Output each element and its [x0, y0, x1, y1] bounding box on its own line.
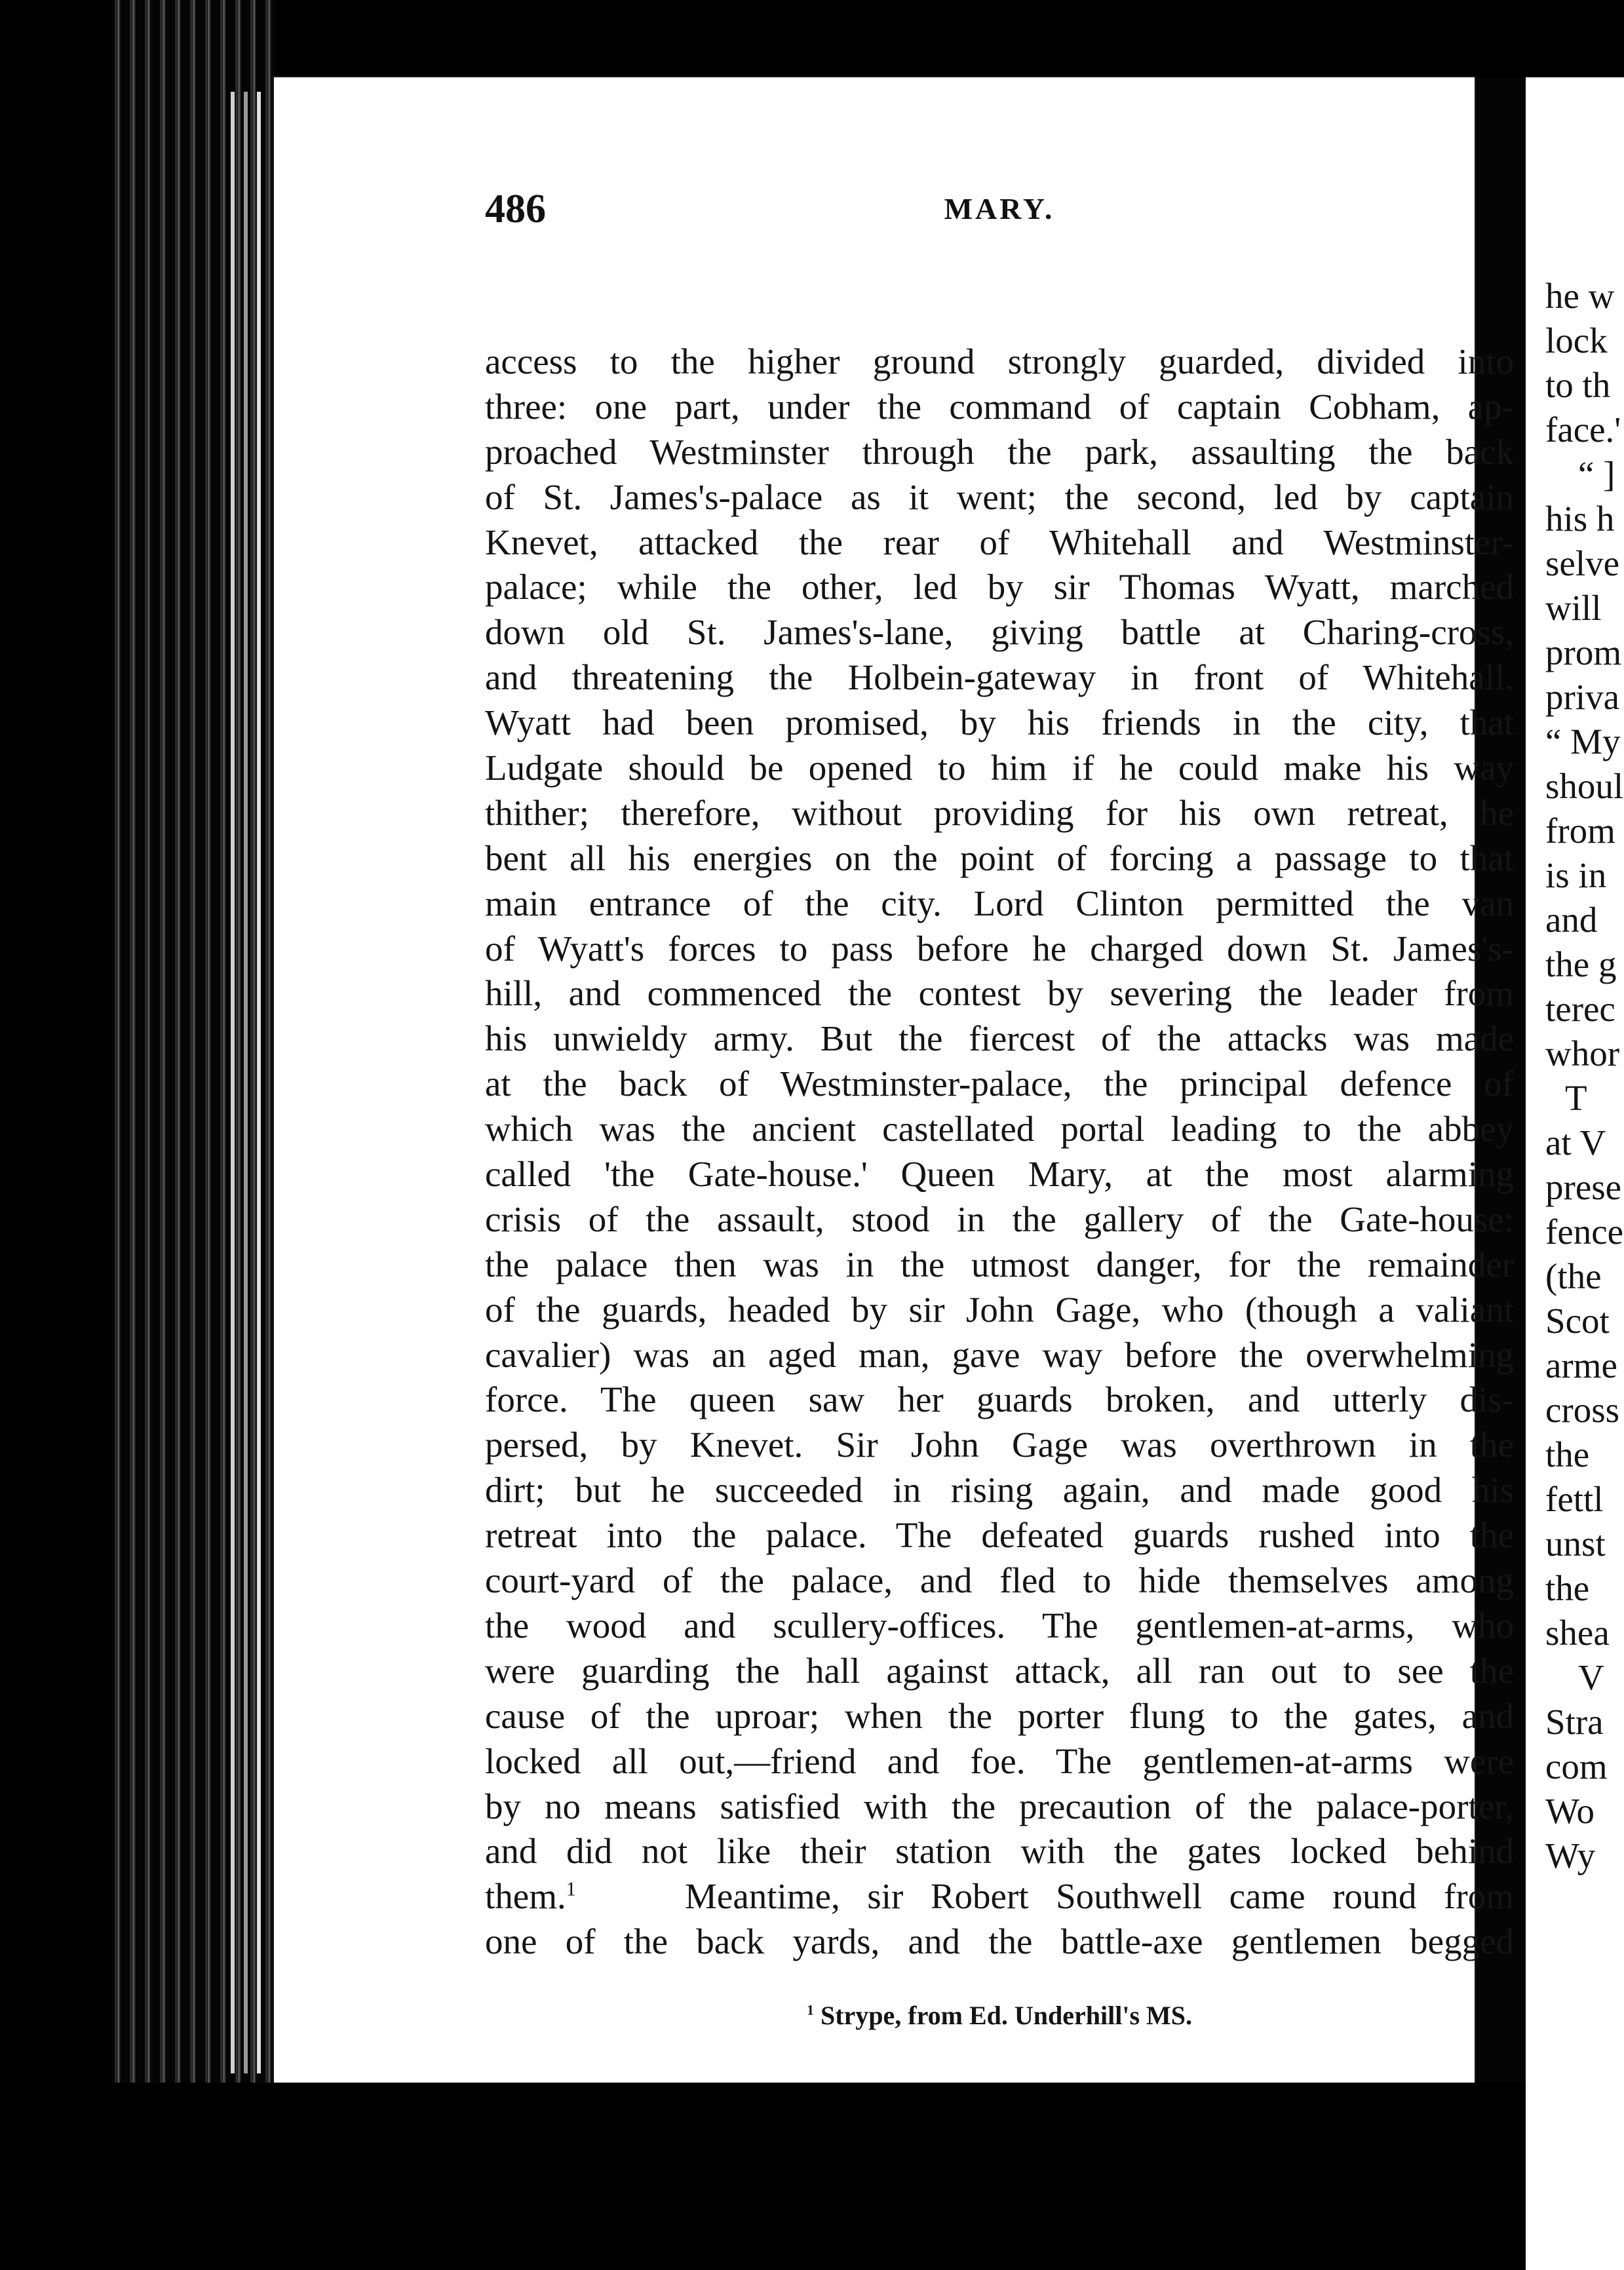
- footnote-text: Strype, from Ed. Underhill's MS.: [820, 2001, 1193, 2030]
- facing-text-fragment: whor: [1545, 1033, 1620, 1073]
- footnote: [485, 2000, 1514, 2031]
- body-text: [485, 339, 1514, 1965]
- scan-background-bottom: [0, 2083, 1526, 2270]
- text-line: bent all his energies on the point of forcing a passage to that: [485, 837, 1514, 878]
- facing-text-fragment: “ ]: [1578, 454, 1615, 494]
- facing-text-fragment: arme: [1545, 1345, 1617, 1385]
- book-page: [274, 77, 1515, 2083]
- page-edge-strip: [231, 92, 235, 2073]
- text-line: retreat into the palace. The defeated guards rushed into the: [485, 1515, 1514, 1556]
- facing-text-fragment: lock: [1545, 320, 1608, 360]
- facing-text-fragment: T: [1565, 1078, 1587, 1118]
- text-line: down old St. James's-lane, giving battle at Charing-cross,: [485, 612, 1514, 653]
- text-line: and threatening the Holbein-gateway in front of Whitehall.: [485, 657, 1514, 698]
- facing-text-fragment: from: [1545, 811, 1615, 851]
- text-line: and did not like their station with the gates locked behind: [485, 1831, 1514, 1872]
- text-line-start: them.: [485, 1876, 566, 1917]
- text-line: of St. James's-palace as it went; the second, led by captain: [485, 476, 1514, 517]
- text-line: main entrance of the city. Lord Clinton permitted the van: [485, 883, 1514, 923]
- running-head: [485, 186, 1514, 232]
- facing-text-fragment: “ My: [1545, 721, 1621, 761]
- facing-text-fragment: terec: [1545, 989, 1615, 1029]
- text-line: of Wyatt's forces to pass before he charged down St. James's-: [485, 928, 1514, 969]
- text-line: hill, and commenced the contest by severing the leader from: [485, 973, 1514, 1014]
- facing-text-fragment: and: [1545, 900, 1598, 940]
- running-title: MARY.: [944, 192, 1055, 225]
- text-line: locked all out,—friend and foe. The gentlemen-at-arms were: [485, 1741, 1514, 1781]
- text-line: palace; while the other, led by sir Thomas Wyatt, marched: [485, 567, 1514, 607]
- text-line: Ludgate should be opened to him if he could make his way: [485, 748, 1514, 788]
- facing-text-fragment: unst: [1545, 1524, 1606, 1564]
- footnote-reference: 1: [566, 1877, 576, 1900]
- facing-text-fragment: com: [1545, 1746, 1608, 1786]
- book-fore-edge: [0, 0, 275, 2270]
- text-line: court-yard of the palace, and fled to hide themselves among: [485, 1560, 1514, 1601]
- facing-text-fragment: (the: [1545, 1256, 1602, 1296]
- page-edge-strip: [244, 92, 248, 2073]
- text-line: thither; therefore, without providing for his own retreat, he: [485, 792, 1514, 833]
- text-line: access to the higher ground strongly guarded, divided into: [485, 341, 1514, 381]
- facing-text-fragment: V: [1578, 1657, 1604, 1697]
- facing-text-fragment: is in: [1545, 855, 1607, 895]
- facing-text-fragment: shea: [1545, 1613, 1610, 1653]
- text-line-with-footnote-ref: [485, 1874, 1514, 1919]
- facing-text-fragment: he w: [1545, 276, 1615, 316]
- facing-text-fragment: fence: [1545, 1212, 1624, 1252]
- facing-text-fragment: Wy: [1545, 1836, 1596, 1876]
- text-line-end: Meantime, sir Robert Southwell came round from: [685, 1876, 1515, 1917]
- text-line: persed, by Knevet. Sir John Gage was overthrown in the: [485, 1425, 1514, 1465]
- facing-text-fragment: Stra: [1545, 1702, 1604, 1742]
- facing-text-fragment: fettl: [1545, 1479, 1604, 1519]
- scan-background-top: [1475, 0, 1624, 77]
- text-line: cause of the uproar; when the porter flung to the gates, and: [485, 1695, 1514, 1736]
- page-edge-strip: [257, 92, 261, 2073]
- text-line: dirt; but he succeeded in rising again, and made good his: [485, 1470, 1514, 1510]
- facing-text-fragment: the: [1545, 1434, 1590, 1474]
- text-line: were guarding the hall against attack, all ran out to see the: [485, 1650, 1514, 1691]
- page-number: 486: [485, 187, 546, 231]
- text-line: by no means satisfied with the precaution of the palace-porter,: [485, 1786, 1514, 1826]
- scan-background: [0, 0, 111, 2270]
- facing-text-fragment: prese: [1545, 1167, 1622, 1207]
- text-line: at the back of Westminster-palace, the principal defence of: [485, 1064, 1514, 1104]
- facing-text-fragment: priva: [1545, 677, 1620, 717]
- facing-text-fragment: face.': [1545, 410, 1621, 450]
- facing-text-fragment: will: [1545, 588, 1602, 628]
- text-line: crisis of the assault, stood in the gallery of the Gate-house:: [485, 1199, 1514, 1239]
- facing-text-fragment: his h: [1545, 499, 1615, 539]
- text-line: three: one part, under the command of captain Cobham, ap-: [485, 386, 1514, 427]
- text-line: proached Westminster through the park, assaulting the back: [485, 431, 1514, 472]
- facing-page-fragment: [1526, 77, 1624, 2270]
- text-line: the wood and scullery-offices. The gentlemen-at-arms, who: [485, 1605, 1514, 1645]
- text-line: which was the ancient castellated portal leading to the abbey: [485, 1109, 1514, 1149]
- facing-text-fragment: at V: [1545, 1123, 1606, 1163]
- facing-text-fragment: cross: [1545, 1390, 1620, 1430]
- text-line: his unwieldy army. But the fiercest of the attacks was made: [485, 1018, 1514, 1059]
- facing-text-fragment: selve: [1545, 543, 1620, 583]
- facing-text-fragment: to th: [1545, 365, 1611, 405]
- facing-text-fragment: the: [1545, 1568, 1590, 1608]
- text-line: force. The queen saw her guards broken, and utterly dis-: [485, 1379, 1514, 1420]
- facing-text-fragment: the g: [1545, 944, 1617, 984]
- facing-text-fragment: Wo: [1545, 1791, 1595, 1831]
- facing-text-fragment: shoul: [1545, 766, 1624, 806]
- text-line: Wyatt had been promised, by his friends in the city, that: [485, 702, 1514, 743]
- text-line: cavalier) was an aged man, gave way before the overwhelming: [485, 1334, 1514, 1375]
- text-line: called 'the Gate-house.' Queen Mary, at the most alarming: [485, 1154, 1514, 1195]
- text-line: Knevet, attacked the rear of Whitehall and Westminster-: [485, 522, 1514, 562]
- facing-text-fragment: prom: [1545, 632, 1622, 672]
- text-line: the palace then was in the utmost danger, for the remainder: [485, 1244, 1514, 1284]
- text-line: of the guards, headed by sir John Gage, who (though a valiant: [485, 1289, 1514, 1330]
- text-line: one of the back yards, and the battle-axe gentlemen begged: [485, 1921, 1514, 1962]
- footnote-marker: 1: [806, 2001, 814, 2018]
- facing-text-fragment: Scot: [1545, 1301, 1610, 1341]
